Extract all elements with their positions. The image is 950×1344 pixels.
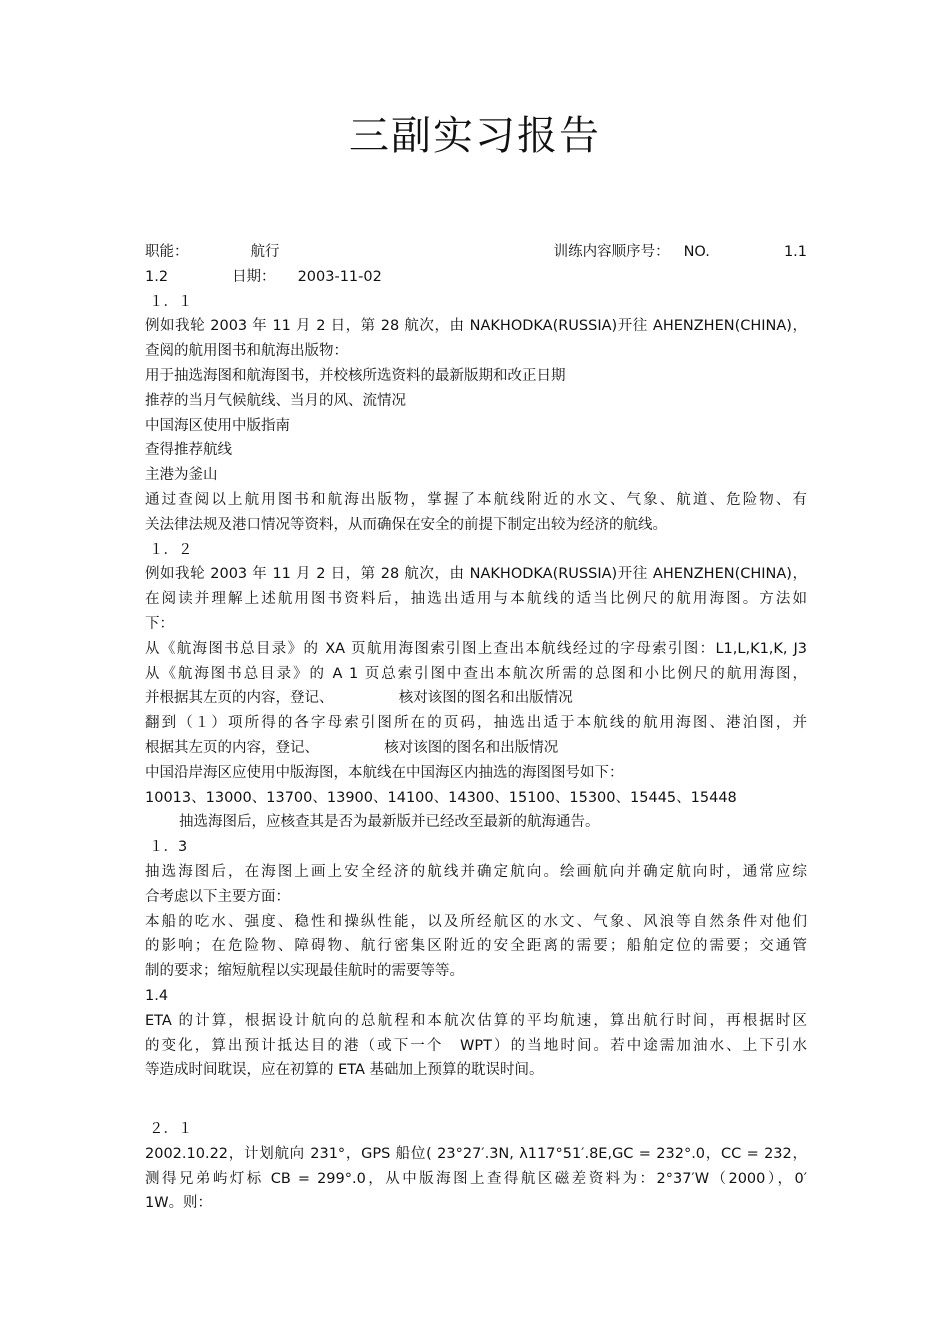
paragraph-line: 下： [145, 615, 174, 632]
paragraph-line: 抽选海图后，在海图上画上安全经济的航线并确定航向。绘画航向并确定航向时，通常应综 [145, 863, 807, 880]
no-value-1: 1.1 [783, 244, 807, 260]
header-row [145, 240, 807, 265]
paragraph-line: 中国海区使用中版指南 [145, 417, 290, 434]
function-label: 职能： [145, 244, 189, 260]
paragraph-line: 例如我轮 2003 年 11 月 2 日，第 28 航次，由 NAKHODKA(RUSSIA)开往 AHENZHEN(CHINA)， [145, 566, 807, 583]
report-body [145, 240, 807, 1216]
paragraph-line: 根据其左页的内容，登记、 核对该图的图名和出版情况 [145, 739, 559, 756]
paragraph-line: 制的要求；缩短航程以实现最佳航时的需要等等。 [145, 963, 464, 980]
paragraph-line: 在阅读并理解上述航用图书资料后，抽选出适用与本航线的适当比例尺的航用海图。方法如 [145, 591, 807, 608]
paragraph-line: 查得推荐航线 [145, 442, 232, 459]
paragraph-line: 测得兄弟屿灯标 CB = 299°.0，从中版海图上查得航区磁差资料为：2°37′W（2000），0′ [145, 1170, 807, 1187]
paragraph-line: 例如我轮 2003 年 11 月 2 日，第 28 航次，由 NAKHODKA(RUSSIA)开往 AHENZHEN(CHINA)， [145, 318, 807, 335]
chart-numbers-line: 10013、13000、13700、13900、14100、14300、15100、15300、15445、15448 [145, 789, 737, 806]
paragraph-line: 等造成时间耽误，应在初算的 ETA 基础加上预算的耽误时间。 [145, 1062, 544, 1079]
paragraph-line: 主港为釜山 [145, 467, 218, 484]
sequence-field [354, 240, 710, 265]
paragraph-line: 抽选海图后，应核查其是否为最新版并已经改至最新的航海通告。 [179, 814, 600, 831]
paragraph-line: ETA 的计算，根据设计航向的总航程和本航次估算的平均航速，算出航行时间，再根据时区 [145, 1012, 807, 1029]
paragraph-line: 合考虑以下主要方面： [145, 888, 290, 905]
section-heading-1-1: １．１ [149, 293, 193, 310]
header-row-2 [145, 265, 807, 290]
paragraph-line: 1W。则： [145, 1195, 213, 1212]
no-label: NO. [683, 244, 710, 260]
paragraph-line: 的影响；在危险物、障碍物、航行密集区附近的安全距离的需要；船舶定位的需要；交通管 [145, 938, 807, 955]
paragraph-line: 本船的吃水、强度、稳性和操纵性能，以及所经航区的水文、气象、风浪等自然条件对他们 [145, 913, 807, 930]
function-field [145, 240, 280, 265]
section-heading-2-1: ２．１ [149, 1121, 193, 1138]
paragraph-line: 查阅的航用图书和航海出版物： [145, 343, 348, 360]
section-heading-1-4: 1.4 [145, 987, 169, 1004]
report-title: 三副实习报告 [349, 113, 601, 159]
no-value-2: 1.2 [145, 268, 169, 285]
paragraph-line: 推荐的当月气候航线、当月的风、流情况 [145, 392, 406, 409]
section-heading-1-2: １．２ [149, 541, 193, 558]
paragraph-line: 从《航海图书总目录》的 A 1 页总索引图中查出本航次所需的总图和小比例尺的航用海图， [145, 665, 807, 682]
paragraph-line: 的变化，算出预计抵达目的港（或下一个 WPT）的当地时间。若中途需加油水、上下引水 [145, 1037, 807, 1054]
paragraph-line: 翻到（１）项所得的各字母索引图所在的页码，抽选出适于本航线的航用海图、港泊图，并 [145, 715, 807, 732]
date-value: 2003-11-02 [297, 268, 382, 285]
date-label: 日期： [232, 268, 276, 285]
paragraph-line: 关法律法规及港口情况等资料，从而确保在安全的前提下制定出较为经济的航线。 [145, 516, 667, 533]
section-heading-1-3: １．3 [149, 839, 188, 856]
paragraph-line: 中国沿岸海区应使用中版海图，本航线在中国海区内抽选的海图图号如下： [145, 764, 624, 781]
paragraph-line: 从《航海图书总目录》的 XA 页航用海图索引图上查出本航线经过的字母索引图：L1,L,K1,K, J3 [145, 640, 807, 657]
paragraph-line: 通过查阅以上航用图书和航海出版物，掌握了本航线附近的水文、气象、航道、危险物、有 [145, 491, 807, 508]
function-value: 航行 [250, 244, 280, 260]
paragraph-line: 并根据其左页的内容，登记、 核对该图的图名和出版情况 [145, 690, 573, 707]
paragraph-line: 2002.10.22，计划航向 231°，GPS 船位( 23°27′.3N, λ117°51′.8E,GC = 232°.0，CC = 232， [145, 1145, 807, 1162]
sequence-label: 训练内容顺序号： [553, 244, 670, 260]
paragraph-line: 用于抽选海图和航海图书，并校核所选资料的最新版期和改正日期 [145, 367, 566, 384]
